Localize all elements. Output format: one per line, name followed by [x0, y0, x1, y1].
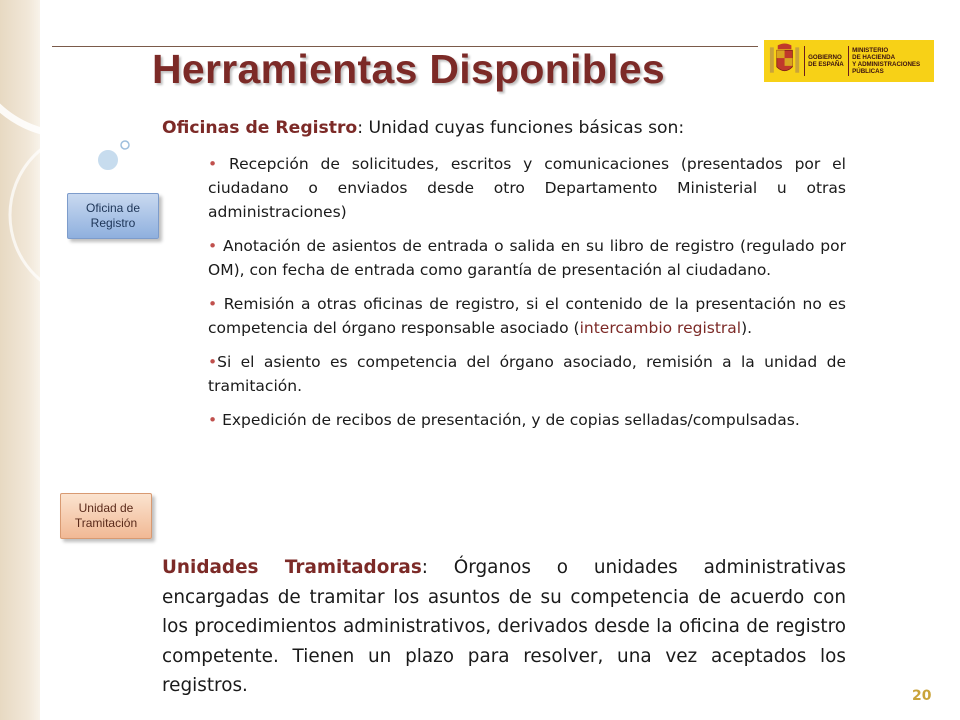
- decorative-dot-large: [97, 149, 119, 171]
- unidades-paragraph: [162, 553, 846, 701]
- bullet-item: [208, 234, 846, 282]
- intercambio-registral-link[interactable]: intercambio registral: [579, 319, 742, 337]
- logo-ministry-text: MINISTERIO DE HACIENDA Y ADMINISTRACIONES PÚBLICAS: [852, 46, 921, 76]
- bullet-marker-icon: •: [208, 237, 223, 255]
- bullet-item: [208, 350, 846, 398]
- oficinas-heading: [162, 118, 684, 138]
- oficina-registro-label: Oficina de Registro: [85, 201, 141, 230]
- bullet-text: Anotación de asientos de entrada o salida en su libro de registro (regulado por OM), con fecha de entrada como garantía de presentación al ciudadano.: [208, 237, 846, 279]
- bullet-item: [208, 292, 846, 340]
- logo-separator: [848, 46, 849, 76]
- bullet-marker-icon: •: [208, 411, 223, 429]
- unidad-tramitacion-box: [60, 493, 152, 539]
- slide-title: Herramientas Disponibles: [152, 46, 666, 92]
- oficinas-definition: : Unidad cuyas funciones básicas son:: [357, 118, 685, 138]
- decorative-dot-small: [121, 141, 129, 149]
- unidades-term: Unidades Tramitadoras: [162, 557, 422, 578]
- coat-of-arms-icon: [768, 41, 801, 81]
- bullet-text: Recepción de solicitudes, escritos y comunicaciones (presentados por el ciudadano o enviados desde otro Departamento Ministerial u otras administraciones): [208, 155, 846, 221]
- logo-separator: [804, 46, 805, 76]
- bullet-marker-icon: •: [208, 295, 224, 313]
- government-logo: [764, 40, 934, 82]
- oficinas-term: Oficinas de Registro: [162, 118, 358, 138]
- bullet-marker-icon: •: [208, 155, 229, 173]
- bullet-text: Remisión a otras oficinas de registro, si el contenido de la presentación no es competencia del órgano responsable asociado (: [208, 295, 846, 337]
- bullet-text-end: ).: [741, 319, 753, 337]
- unidades-definition: : Órganos o unidades administrativas encargadas de tramitar los asuntos de su competencia de acuerdo con los procedimientos administrativos, derivados desde la oficina de registro competente. Tienen un plazo para resolver, una vez aceptados los registros.: [162, 557, 846, 696]
- unidad-tramitacion-label: Unidad de Tramitación: [74, 501, 138, 530]
- decorative-circles: [0, 0, 160, 720]
- oficinas-bullet-list: [208, 152, 846, 442]
- bullet-marker-icon: •: [208, 353, 218, 371]
- bullet-item: [208, 408, 846, 432]
- bullet-item: [208, 152, 846, 224]
- bullet-text: Expedición de recibos de presentación, y de copias selladas/compulsadas.: [222, 411, 800, 429]
- decorative-arc-large: [0, 0, 160, 135]
- bullet-text: Si el asiento es competencia del órgano asociado, remisión a la unidad de tramitación.: [208, 353, 846, 395]
- oficina-registro-box: [67, 193, 159, 239]
- page-number: 20: [912, 688, 932, 704]
- logo-government-text: GOBIERNO DE ESPAÑA: [808, 53, 844, 68]
